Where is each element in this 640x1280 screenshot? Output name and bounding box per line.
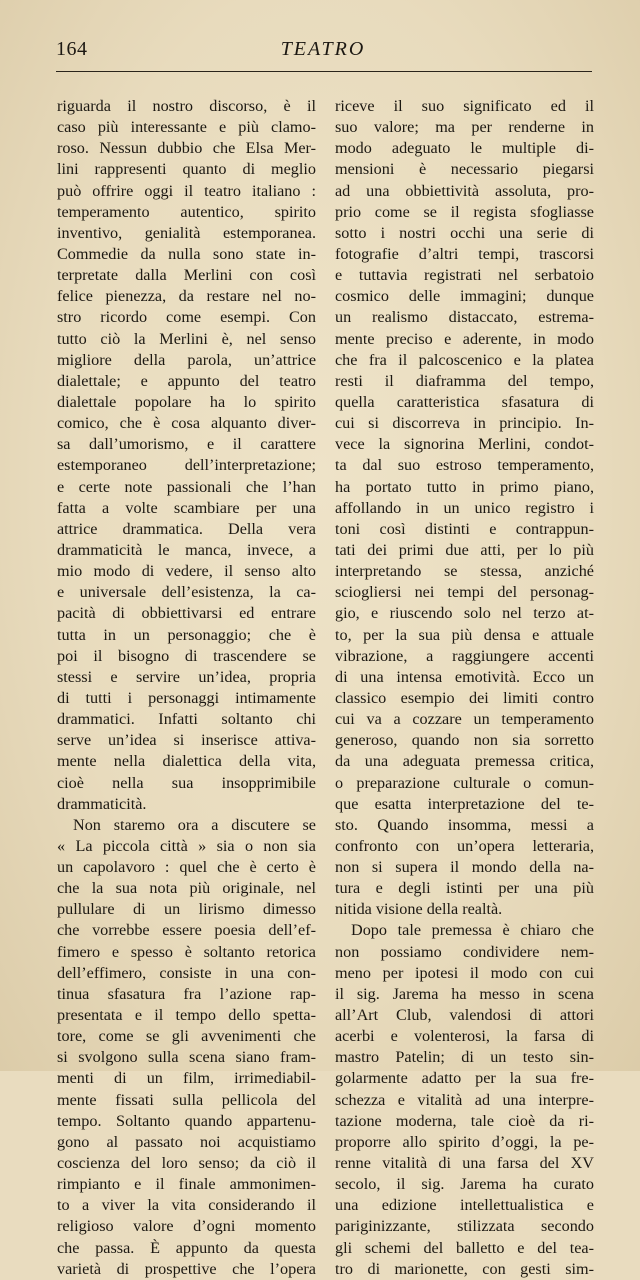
text-line: cosmico delle immagini; dunque [335, 287, 594, 306]
text-line: da una adeguata premessa critica, [335, 752, 594, 771]
text-line: quella caratteristica sfasatura di [335, 392, 594, 411]
text-line: all’Art Club, valendosi di attori [335, 1006, 594, 1025]
text-line: che la sua nota più originale, nel [57, 879, 316, 898]
text-line: un capolavoro : quel che è certo è [57, 858, 316, 877]
text-line: mensioni è necessario piegarsi [335, 160, 594, 179]
text-line: cui va a cozzare un temperamento [335, 710, 594, 729]
text-line: lini rappresenti quanto di meglio [57, 160, 316, 179]
text-line: sotto i nostri occhi una serie di [335, 223, 594, 242]
text-line: tutta in un personaggio; che è [57, 625, 316, 644]
text-line: un realismo distaccato, estrema- [335, 308, 594, 327]
text-line: dialettale; e appunto del teatro [57, 371, 316, 390]
text-line: riceve il suo significato ed il [335, 97, 594, 115]
text-line: si svolgono sulla scena siano fram- [57, 1048, 316, 1067]
text-line: proporre allo spirito d’oggi, la pe- [335, 1132, 594, 1151]
text-line: classico esempio dei limiti contro [335, 688, 594, 707]
text-line: tura e degli istinti per una più [335, 879, 594, 898]
text-line: e universale dell’esistenza, la ca- [57, 583, 316, 602]
text-line: estemporaneo dell’interpretazione; [57, 456, 316, 475]
header-rule [56, 71, 592, 72]
text-line: coscienza del loro senso; da ciò il [57, 1154, 316, 1173]
text-line: interpretando se stessa, anziché [335, 562, 594, 581]
text-line: Dopo tale premessa è chiaro che [351, 921, 594, 940]
text-line: tutto ciò la Merlini è, nel senso [57, 329, 316, 348]
text-line: temperamento autentico, spirito [57, 202, 316, 221]
text-line: mente preciso e aderente, in modo [335, 329, 594, 348]
text-line: che passa. È appunto da questa [57, 1238, 316, 1257]
text-line: mio modo di vedere, il senso alto [57, 562, 316, 581]
text-line: mente fissati sulla pellicola del [57, 1090, 316, 1109]
text-line: cioè nella sua insopprimibile [57, 773, 316, 792]
text-line: poi il bisogno di trascendere se [57, 646, 316, 665]
text-line: può offrire oggi il teatro italiano : [57, 181, 316, 200]
text-line: e certe note passionali che l’han [57, 477, 316, 496]
text-line: sa dall’umorismo, e il carattere [57, 435, 316, 454]
text-line: Commedie da nulla sono state in- [57, 244, 316, 263]
text-line: sto. Quando insomma, messi a [335, 815, 594, 834]
text-line: sciogliersi nei tempi del personag- [335, 583, 594, 602]
text-line: serve un’idea si inserisce attiva- [57, 731, 316, 750]
text-line: stro ricordo come esempi. Con [57, 308, 316, 327]
text-line: tempo. Soltanto quando appartenu- [57, 1111, 316, 1130]
text-line: renne vitalità di una farsa del XV [335, 1154, 594, 1173]
text-line: attrice drammatica. Della vera [57, 519, 316, 538]
text-line: migliore della parola, un’attrice [57, 350, 316, 369]
text-line: schezza e vitalità ad una interpre- [335, 1090, 594, 1109]
text-line: confronto con un’opera letteraria, [335, 836, 594, 855]
text-line: tazione moderna, tale cioè da ri- [335, 1111, 594, 1130]
text-line: tore, come se gli avvenimenti che [57, 1027, 316, 1046]
text-line: e tuttavia registrati nel serbatoio [335, 266, 594, 285]
text-line: tinua sfasatura fra l’azione rap- [57, 984, 316, 1003]
text-line: prio come se il regista sfogliasse [335, 202, 594, 221]
page-header [56, 38, 590, 68]
text-line: toni così distinti e contrappun- [335, 519, 594, 538]
text-line: affollando in un unico registro i [335, 498, 594, 517]
text-line: vibrazione, a raggiungere accenti [335, 646, 594, 665]
text-line: caso più interessante e più clamo- [57, 118, 316, 137]
text-line: secolo, il sig. Jarema ha curato [335, 1175, 594, 1194]
text-line: Non staremo ora a discutere se [73, 815, 316, 834]
text-line: tati dei primi due atti, per lo più [335, 540, 594, 559]
text-line: gono al passato noi acquistiamo [57, 1132, 316, 1151]
text-line: vece la signorina Merlini, condot- [335, 435, 594, 454]
left-text-column [57, 96, 316, 1280]
text-line: il sig. Jarema ha messo in scena [335, 984, 594, 1003]
text-line: mente nella dialettica della vita, [57, 752, 316, 771]
text-line: di tutti i personaggi intimamente [57, 688, 316, 707]
text-line: pariginizzante, stilizzata secondo [335, 1217, 594, 1236]
text-line: tro di marionette, con gesti sim- [335, 1259, 594, 1278]
text-line: mastro Patelin; di un testo sin- [335, 1048, 594, 1067]
text-line: to a viver la vita considerando il [57, 1196, 316, 1215]
text-line: varietà di prospettive che l’opera [57, 1259, 316, 1278]
text-line: religioso valore d’ogni momento [57, 1217, 316, 1236]
text-line: gli schemi del balletto e del tea- [335, 1238, 594, 1257]
text-line: dialettale popolare ha lo spirito [57, 392, 316, 411]
text-line: to, per la sua più densa e attuale [335, 625, 594, 644]
text-line: golarmente adatto per la sua fre- [335, 1069, 594, 1088]
text-line: roso. Nessun dubbio che Elsa Mer- [57, 139, 316, 158]
text-line: suo valore; ma per renderne in [335, 118, 594, 137]
text-line: ta dal suo estroso temperamento, [335, 456, 594, 475]
text-line: resti il diaframma del tempo, [335, 371, 594, 390]
text-line: ha portato tutto in primo piano, [335, 477, 594, 496]
text-line: ad una obbiettività assoluta, pro- [335, 181, 594, 200]
text-line: riguarda il nostro discorso, è il [57, 97, 316, 115]
text-line: inventivo, genialità estemporanea. [57, 223, 316, 242]
text-line: fotografie d’altri tempi, trascorsi [335, 244, 594, 263]
text-line: « La piccola città » sia o non sia [57, 836, 316, 855]
text-line: menti di un film, irrimediabil- [57, 1069, 316, 1088]
running-title: TEATRO [280, 38, 366, 60]
text-line: pullulare di un lirismo dimesso [57, 900, 316, 919]
text-line: gio, e riuscendo solo nel terzo at- [335, 604, 594, 623]
text-line: fatta a volte scambiare per una [57, 498, 316, 517]
text-line: felice pienezza, da restare nel no- [57, 287, 316, 306]
text-line: comico, che è cosa alquanto diver- [57, 414, 316, 433]
text-line: meno per ipotesi il modo con cui [335, 963, 594, 982]
text-line: drammaticità. [57, 794, 147, 813]
text-line: fimero e spesso è soltanto retorica [57, 942, 316, 961]
text-line: acerbi e volenterosi, la farsa di [335, 1027, 594, 1046]
text-line: generoso, quando non sia sorretto [335, 731, 594, 750]
text-line: che fra il palcoscenico e la platea [335, 350, 594, 369]
text-line: cui si discorreva in principio. In- [335, 414, 594, 433]
text-line: di una intensa emotività. Ecco un [335, 667, 594, 686]
text-line: rimpianto e il finale ammonimen- [57, 1175, 316, 1194]
text-line: stessi e servire un’idea, propria [57, 667, 316, 686]
page-number: 164 [56, 38, 88, 60]
text-line: non possiamo condividere nem- [335, 942, 594, 961]
text-line: nitida visione della realtà. [335, 900, 503, 919]
text-line: drammatici. Infatti soltanto chi [57, 710, 316, 729]
text-line: pacità di obbiettivarsi ed entrare [57, 604, 316, 623]
text-line: una edizione intellettualistica e [335, 1196, 594, 1215]
text-line: que esatta interpretazione del te- [335, 794, 594, 813]
text-line: terpretate dalla Merlini con così [57, 266, 316, 285]
text-line: drammaticità le manca, invece, a [57, 540, 316, 559]
text-line: che vorrebbe essere poesia dell’ef- [57, 921, 316, 940]
text-line: o preparazione culturale o comun- [335, 773, 594, 792]
text-line: presentata e il tempo dello spetta- [57, 1006, 316, 1025]
text-line: modo adeguato le multiple di- [335, 139, 594, 158]
text-line: non si supera il mondo della na- [335, 858, 594, 877]
text-line: dell’effimero, consiste in una con- [57, 963, 316, 982]
right-text-column [335, 96, 594, 1280]
